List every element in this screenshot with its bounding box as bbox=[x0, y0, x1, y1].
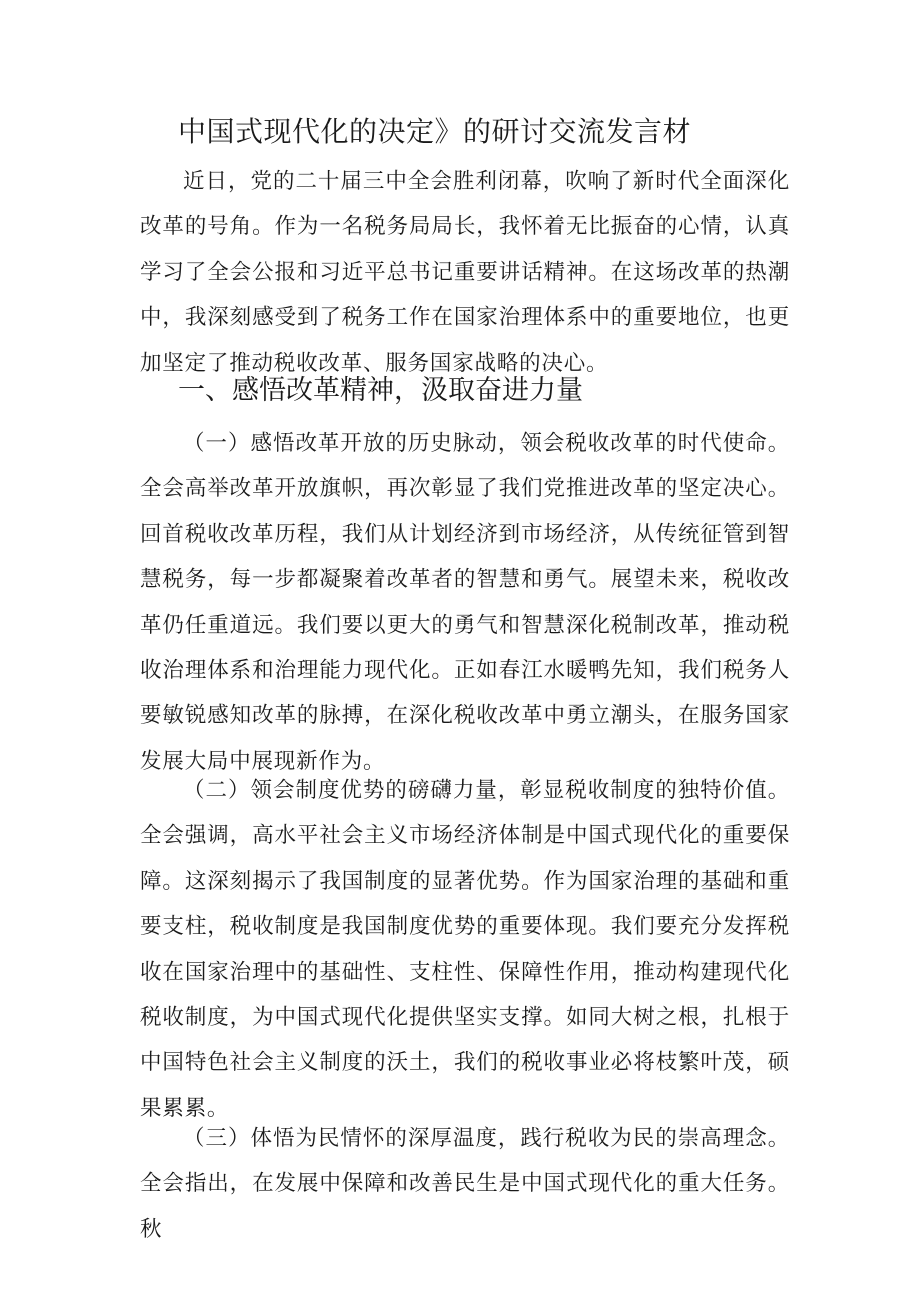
intro-paragraph: 近日，党的二十届三中全会胜利闭幕，吹响了新时代全面深化改革的号角。作为一名税务局局长，我怀着无比振奋的心情，认真学习了全会公报和习近平总书记重要讲话精神。在这场改革的热潮中，我深刻感受到了税务工作在国家治理体系中的重要地位，也更加坚定了推动税收改革、服务国家战略的决心。 bbox=[140, 169, 790, 376]
paragraph-two: （二）领会制度优势的磅礴力量，彰显税收制度的独特价值。全会强调，高水平社会主义市场经济体制是中国式现代化的重要保障。这深刻揭示了我国制度的显著优势。作为国家治理的基础和重要支柱，税收制度是我国制度优势的重要体现。我们要充分发挥税收在国家治理中的基础性、支柱性、保障性作用，推动构建现代化税收制度，为中国式现代化提供坚实支撑。如同大树之根，扎根于中国特色社会主义制度的沃土，我们的税收事业必将枝繁叶茂，硕果累累。 bbox=[140, 778, 790, 1121]
document-title: 中国式现代化的决定》的研讨交流发言材 bbox=[178, 115, 692, 148]
section-heading: 一、感悟改革精神，汲取奋进力量 bbox=[178, 375, 583, 406]
paragraph-one: （一）感悟改革开放的历史脉动，领会税收改革的时代使命。全会高举改革开放旗帜，再次彰显了我们党推进改革的坚定决心。回首税收改革历程，我们从计划经济到市场经济，从传统征管到智慧税务，每一步都凝聚着改革者的智慧和勇气。展望未来，税收改革仍任重道远。我们要以更大的勇气和智慧深化税制改革，推动税收治理体系和治理能力现代化。正如春江水暖鸭先知，我们税务人要敏锐感知改革的脉搏，在深化税收改革中勇立潮头，在服务国家发展大局中展现新作为。 bbox=[140, 431, 790, 774]
paragraph-three: （三）体悟为民情怀的深厚温度，践行税收为民的崇高理念。全会指出，在发展中保障和改善民生是中国式现代化的重大任务。秋 bbox=[140, 1126, 790, 1242]
